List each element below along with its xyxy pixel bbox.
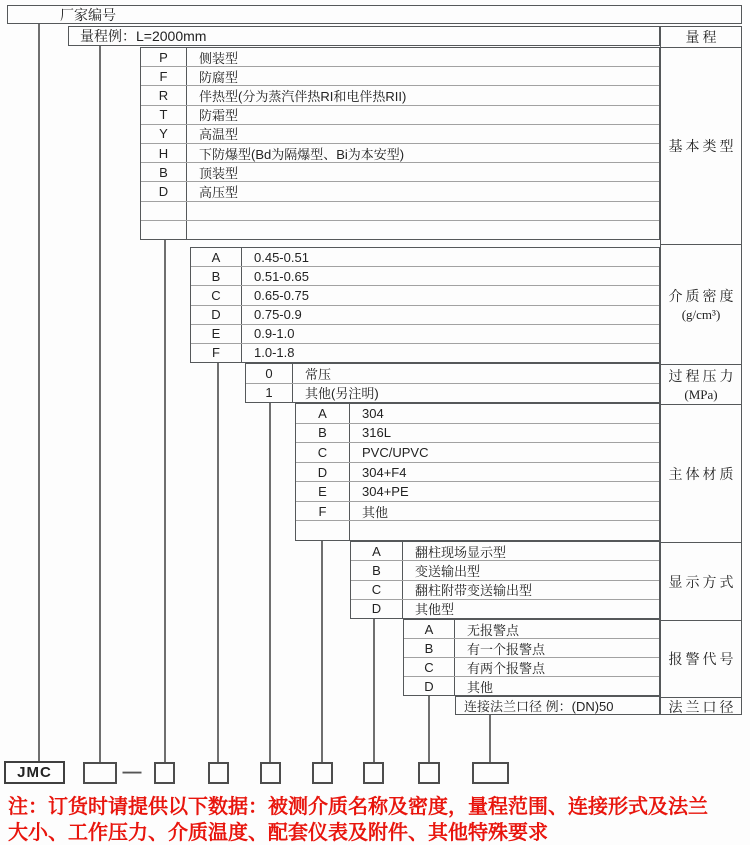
category-label-density-unit: (g/cm³) [681, 307, 721, 322]
code-cell: 0 [246, 364, 293, 383]
category-label-flange [661, 697, 741, 716]
table-row [296, 423, 659, 443]
code-cell: B [404, 639, 455, 657]
desc-cell: 0.75-0.9 [254, 307, 302, 323]
desc-cell: 高压型 [199, 185, 239, 201]
table-row [141, 162, 659, 181]
desc-cell: 防霜型 [199, 108, 239, 124]
table-row [404, 676, 659, 695]
category-label-material-text: 主体材质 [668, 467, 737, 483]
table-row [141, 85, 659, 104]
code-cell: T [141, 106, 187, 124]
order-note [8, 794, 748, 845]
table-row [296, 501, 659, 521]
category-label-pressure-text: 过程压力 [668, 370, 737, 385]
table-row [351, 560, 659, 579]
desc-cell: 下防爆型(Bd为隔爆型、Bi为本安型) [199, 146, 405, 162]
code-box-material [312, 762, 333, 784]
table-row [191, 305, 659, 324]
desc-cell: 变送输出型 [415, 563, 481, 579]
model-prefix-box: JMC [4, 761, 65, 784]
range-example-row [68, 26, 660, 46]
code-cell: D [404, 677, 455, 695]
table-row [191, 248, 659, 266]
desc-cell: 防腐型 [199, 69, 239, 85]
desc-cell: 翻柱现场显示型 [415, 544, 507, 560]
table-row [141, 201, 659, 220]
connector-line [217, 363, 219, 762]
category-label-density-text: 介质密度 [668, 290, 737, 305]
category-label-pressure-unit: (MPa) [684, 387, 718, 402]
desc-cell: 翻柱附带变送输出型 [415, 583, 533, 599]
code-box-display [363, 762, 384, 784]
code-box-alarm [418, 762, 440, 784]
code-cell: H [141, 144, 187, 162]
desc-cell: 0.45-0.51 [254, 249, 309, 265]
code-cell [296, 521, 350, 540]
desc-cell: 常压 [305, 366, 332, 382]
code-cell: B [141, 163, 187, 181]
code-cell: R [141, 86, 187, 104]
section-table-pressure [245, 363, 660, 403]
category-label-column [660, 26, 742, 715]
table-row [404, 620, 659, 638]
connector-line [164, 240, 166, 762]
desc-cell: 其他型 [415, 602, 455, 618]
code-cell [141, 202, 187, 220]
desc-cell: 伴热型(分为蒸汽伴热RI和电伴热RII) [199, 89, 407, 105]
table-row [141, 124, 659, 143]
category-label-display [661, 542, 741, 620]
category-label-range-text: 量程 [685, 31, 720, 46]
desc-cell: 其他(另注明) [305, 386, 379, 402]
table-row [141, 181, 659, 200]
desc-cell: 其他 [467, 679, 494, 695]
code-box-range [83, 762, 117, 784]
code-cell: E [191, 325, 242, 343]
section-table-flange [455, 696, 660, 715]
table-row [191, 266, 659, 285]
table-row [191, 343, 659, 362]
code-cell: C [296, 443, 350, 462]
code-box-density [208, 762, 229, 784]
code-cell: P [141, 48, 187, 66]
table-row [191, 285, 659, 304]
desc-cell [350, 521, 659, 540]
code-cell: A [404, 620, 455, 638]
code-cell: A [351, 542, 403, 560]
table-row [246, 364, 659, 383]
code-cell: C [404, 658, 455, 676]
section-table-basic_type [140, 47, 660, 240]
connector-line [373, 619, 375, 762]
desc-cell: 0.51-0.65 [254, 268, 309, 284]
code-cell: A [191, 248, 242, 266]
code-cell: D [141, 182, 187, 200]
code-box-pressure [260, 762, 281, 784]
code-cell: C [351, 581, 403, 599]
table-row [404, 657, 659, 676]
category-label-material [661, 404, 741, 542]
desc-cell: 0.65-0.75 [254, 287, 309, 303]
category-label-density [661, 244, 741, 364]
order-note-line1: 注：订货时请提供以下数据：被测介质名称及密度，量程范围、连接形式及法兰 [8, 796, 708, 818]
section-table-display [350, 541, 660, 619]
desc-cell: 连接法兰口径 例：(DN)50 [464, 699, 614, 714]
code-cell: E [296, 482, 350, 501]
code-cell: F [296, 502, 350, 521]
connector-line [269, 403, 271, 762]
separator-dash: — [122, 761, 142, 783]
desc-cell: 其他 [362, 504, 389, 520]
desc-cell: 316L [362, 425, 391, 441]
table-row [141, 66, 659, 85]
desc-cell: 304+PE [362, 484, 409, 500]
category-label-alarm [661, 620, 741, 697]
table-row [296, 404, 659, 423]
table-row [351, 580, 659, 599]
code-cell: A [296, 404, 350, 423]
code-cell: D [296, 463, 350, 482]
range-example-label: 量程例：L=2000mm [80, 28, 207, 44]
code-cell: B [296, 424, 350, 443]
category-label-alarm-text: 报警代号 [668, 653, 737, 668]
manufacturer-code-label: 厂家编号 [60, 6, 116, 23]
desc-cell: 304+F4 [362, 464, 407, 480]
category-label-flange-text: 法兰口径 [668, 701, 737, 716]
table-row [141, 48, 659, 66]
table-row [296, 442, 659, 462]
desc-cell: 侧装型 [199, 50, 239, 66]
table-row [404, 638, 659, 657]
code-cell: D [191, 306, 242, 324]
table-row [351, 599, 659, 618]
category-label-range [661, 27, 741, 47]
manufacturer-code-row [7, 5, 742, 24]
code-cell: B [191, 267, 242, 285]
desc-cell: 高温型 [199, 127, 239, 143]
table-row [296, 520, 659, 540]
connector-line [38, 24, 40, 762]
category-label-pressure [661, 364, 741, 404]
desc-cell: 304 [362, 405, 384, 421]
code-cell: 1 [246, 384, 293, 403]
desc-cell: 无报警点 [467, 622, 520, 638]
table-row [351, 542, 659, 560]
desc-cell: 有一个报警点 [467, 641, 546, 657]
table-row [296, 462, 659, 482]
section-table-material [295, 403, 660, 541]
category-label-basic_type-text: 基本类型 [668, 140, 737, 155]
desc-cell: 1.0-1.8 [254, 345, 295, 361]
connector-line [428, 696, 430, 762]
category-label-display-text: 显示方式 [668, 575, 737, 591]
code-cell [141, 221, 187, 239]
code-cell: C [191, 286, 242, 304]
code-cell: F [191, 344, 242, 362]
section-table-density [190, 247, 660, 363]
desc-cell [187, 221, 659, 239]
desc-cell: 有两个报警点 [467, 660, 546, 676]
table-row [141, 143, 659, 162]
table-row [141, 105, 659, 124]
code-cell: F [141, 67, 187, 85]
code-cell: D [351, 600, 403, 618]
table-row [296, 481, 659, 501]
code-box-flange [472, 762, 509, 784]
table-row [246, 383, 659, 403]
desc-cell: 顶装型 [199, 165, 239, 181]
connector-line [321, 541, 323, 762]
category-label-basic_type [661, 47, 741, 244]
connector-line [99, 46, 101, 762]
desc-cell: PVC/UPVC [362, 444, 429, 460]
connector-line [489, 715, 491, 762]
table-row [191, 324, 659, 343]
code-cell: B [351, 561, 403, 579]
table-row [456, 697, 659, 714]
desc-cell [187, 202, 659, 220]
order-note-line2: 大小、工作压力、介质温度、配套仪表及附件、其他特殊要求 [8, 822, 548, 844]
code-box-basic-type [154, 762, 175, 784]
code-cell: Y [141, 125, 187, 143]
section-table-alarm [403, 619, 660, 696]
table-row [141, 220, 659, 239]
desc-cell: 0.9-1.0 [254, 326, 295, 342]
